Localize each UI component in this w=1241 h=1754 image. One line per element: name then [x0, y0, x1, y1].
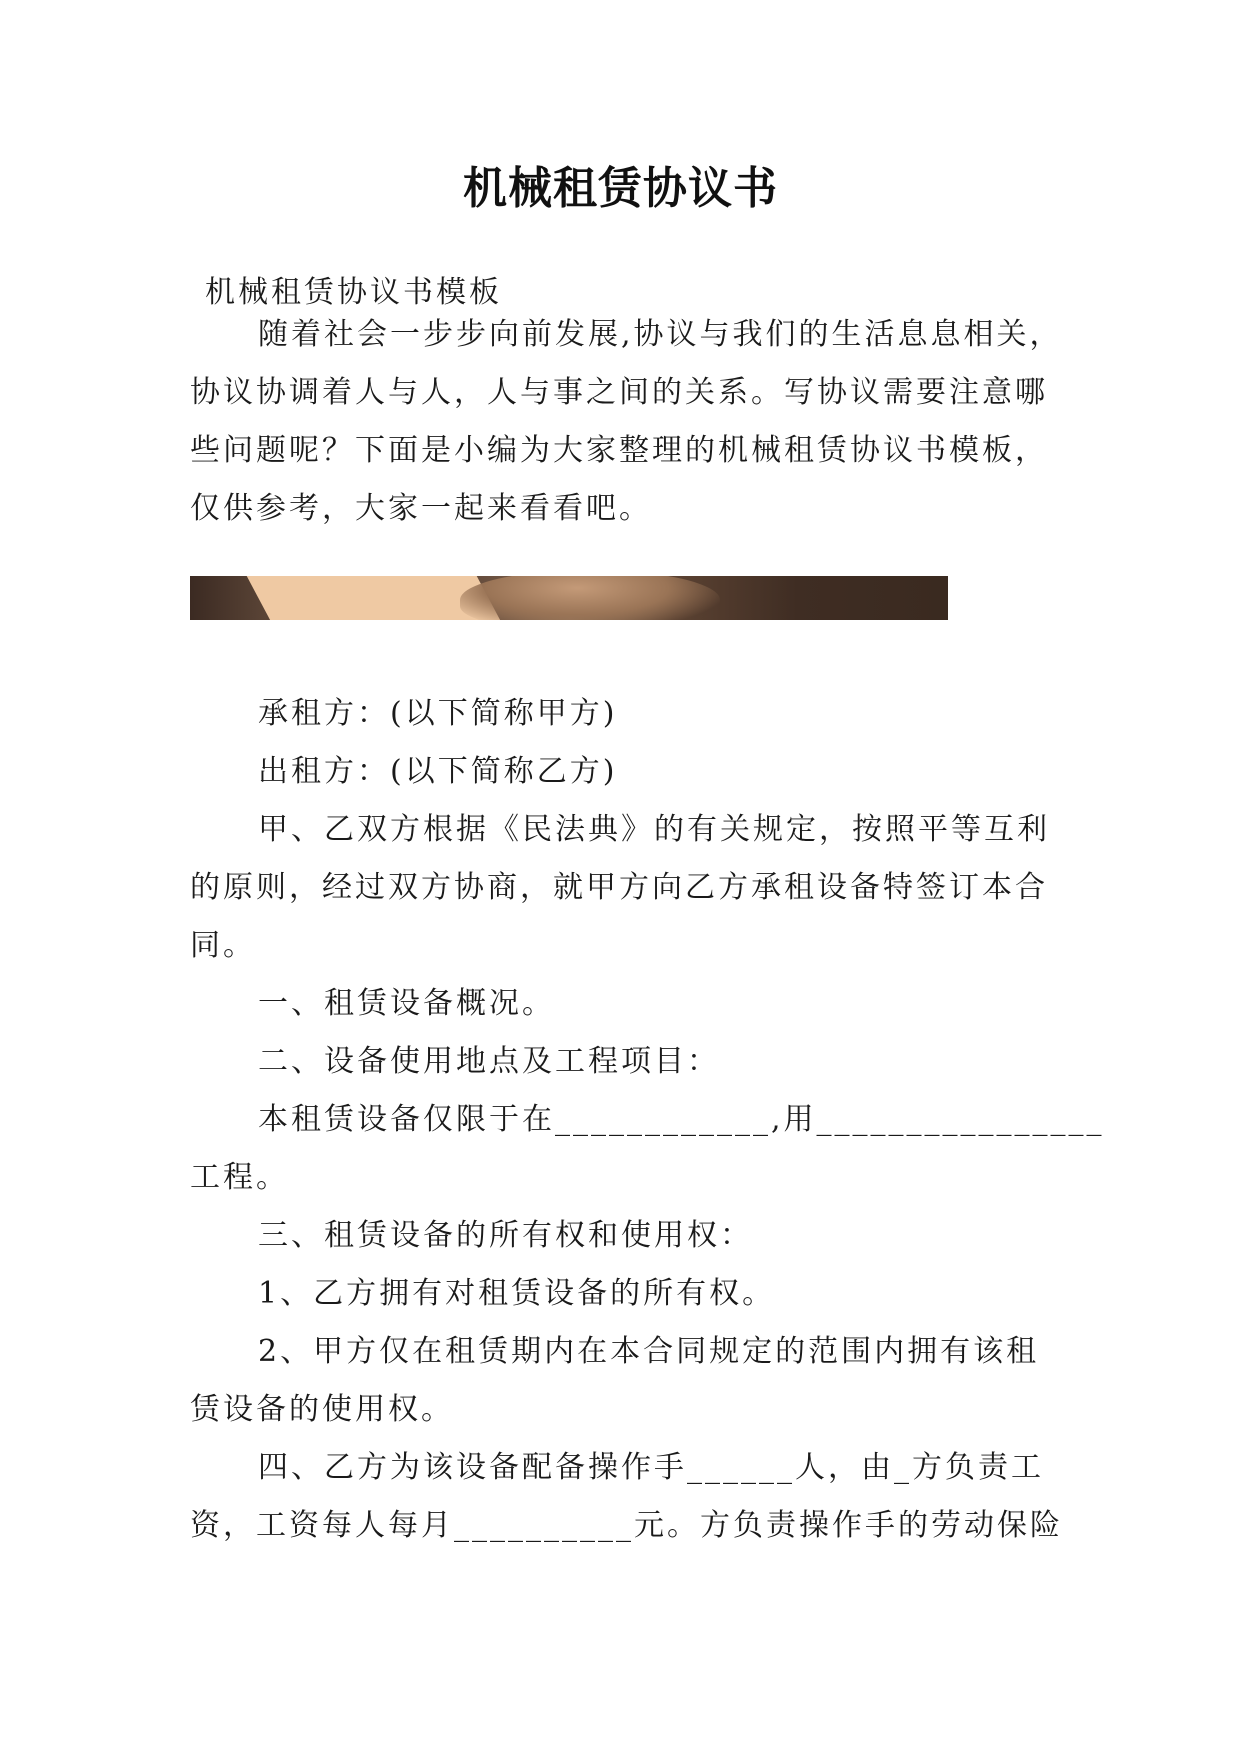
document-title: 机械租赁协议书: [463, 163, 778, 214]
preamble-line: 同。: [190, 928, 256, 963]
preamble-line: 的原则，经过双方协商，就甲方向乙方承租设备特签订本合: [190, 870, 1048, 905]
preamble-line: 甲、乙双方根据《民法典》的有关规定，按照平等互利: [258, 812, 1050, 847]
illustration-image: [190, 576, 948, 620]
item-2-line: 赁设备的使用权。: [190, 1392, 454, 1427]
section-3-heading: 三、租赁设备的所有权和使用权：: [258, 1218, 753, 1253]
party-b-line: 出租方：(以下简称乙方): [258, 754, 618, 789]
section-2-body: [190, 1091, 1105, 1207]
section-2-line: 本租赁设备仅限于在____________,用________________: [258, 1102, 1105, 1137]
section-4-paragraph: [190, 1439, 1063, 1555]
preamble-paragraph: [190, 801, 1060, 975]
intro-paragraph: [190, 306, 1063, 538]
party-a-line: 承租方：(以下简称甲方): [258, 696, 618, 731]
section-1-heading: 一、租赁设备概况。: [258, 986, 555, 1021]
section-2-line: 工程。: [190, 1160, 289, 1195]
document-subtitle: 机械租赁协议书模板: [205, 275, 502, 310]
item-2-line: 2、甲方仅在租赁期内在本合同规定的范围内拥有该租: [258, 1334, 1040, 1369]
section-3-item-1: 1、乙方拥有对租赁设备的所有权。: [258, 1276, 776, 1311]
illustration-hand: [460, 576, 720, 620]
section-2-heading: 二、设备使用地点及工程项目：: [258, 1044, 720, 1079]
section-4-line: 资，工资每人每月__________元。方负责操作手的劳动保险: [190, 1508, 1063, 1543]
intro-line: 随着社会一步步向前发展,协议与我们的生活息息相关，: [258, 317, 1063, 352]
section-3-item-2: [190, 1323, 1060, 1439]
intro-line: 协议协调着人与人，人与事之间的关系。写协议需要注意哪: [190, 375, 1048, 410]
intro-line: 仅供参考，大家一起来看看吧。: [190, 491, 652, 526]
section-4-line: 四、乙方为该设备配备操作手______人，由_方负责工: [258, 1450, 1044, 1485]
intro-line: 些问题呢？下面是小编为大家整理的机械租赁协议书模板，: [190, 433, 1048, 468]
